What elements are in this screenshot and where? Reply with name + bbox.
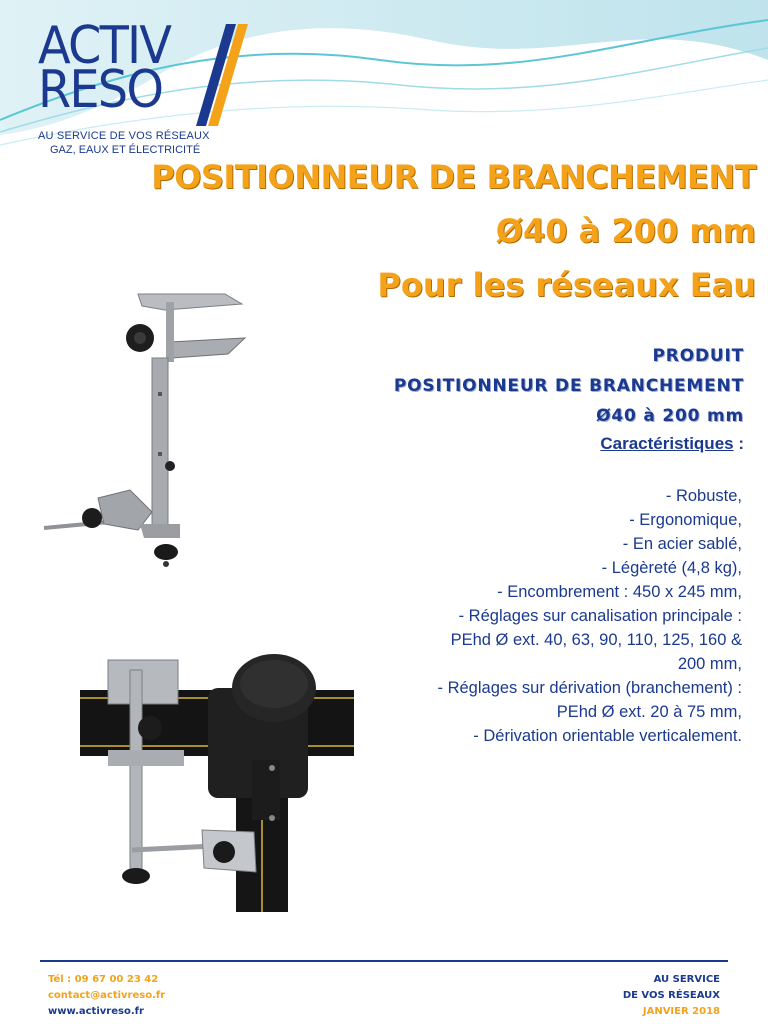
logo-slash-mark-icon: [188, 22, 248, 132]
logo-tagline-2: GAZ, EAUX ET ÉLECTRICITÉ: [50, 144, 201, 156]
page-subtitle-network: Pour les réseaux Eau: [377, 266, 756, 304]
feature-item: - Encombrement : 450 x 245 mm,: [497, 583, 742, 601]
footer-email-link[interactable]: contact@activreso.fr: [48, 990, 166, 1001]
footer-slogan-line1: AU SERVICE: [653, 974, 720, 985]
footer-website-link[interactable]: www.activreso.fr: [48, 1006, 144, 1017]
logo-tagline-1: AU SERVICE DE VOS RÉSEAUX: [38, 130, 210, 142]
footer-contact: [48, 972, 165, 1020]
positioner-tool-photo: [20, 262, 272, 582]
feature-item: - Dérivation orientable verticalement.: [473, 727, 742, 745]
feature-item: - Ergonomique,: [629, 511, 742, 529]
feature-item: - Légèreté (4,8 kg),: [601, 559, 742, 577]
footer-phone-label: Tél :: [48, 974, 72, 985]
feature-item: - Robuste,: [665, 487, 742, 505]
characteristics-label-text: Caractéristiques: [600, 434, 734, 453]
positioner-installed-on-pipe-photo: [64, 640, 354, 912]
feature-item: PEhd Ø ext. 20 à 75 mm,: [556, 703, 742, 721]
logo-word-reso: RESO: [38, 60, 163, 120]
company-logo: [38, 16, 248, 162]
footer-slogan-line2: DE VOS RÉSEAUX: [622, 990, 720, 1001]
characteristics-label: [600, 434, 744, 454]
page-title: POSITIONNEUR DE BRANCHEMENT: [151, 158, 756, 196]
characteristics-colon: :: [733, 434, 744, 453]
page-subtitle-diameter: Ø40 à 200 mm: [495, 212, 756, 250]
footer-phone: [48, 972, 165, 988]
feature-item: - En acier sablé,: [622, 535, 742, 553]
footer-phone-number: 09 67 00 23 42: [71, 974, 159, 985]
feature-item: PEhd Ø ext. 40, 63, 90, 110, 125, 160 &: [450, 631, 742, 649]
spec-heading-name: POSITIONNEUR DE BRANCHEMENT: [393, 376, 744, 396]
feature-item: - Réglages sur dérivation (branchement) :: [437, 679, 742, 697]
footer-divider: [40, 960, 728, 962]
features-list: [342, 484, 742, 748]
footer-date: JANVIER 2018: [642, 1006, 720, 1017]
feature-item: - Réglages sur canalisation principale :: [458, 607, 742, 625]
spec-heading-diameter: Ø40 à 200 mm: [596, 406, 744, 426]
logo-word-activ: ACTIV: [38, 16, 171, 76]
footer-slogan: [623, 972, 720, 1020]
feature-item: 200 mm,: [677, 655, 742, 673]
spec-heading-product: PRODUIT: [652, 346, 744, 366]
